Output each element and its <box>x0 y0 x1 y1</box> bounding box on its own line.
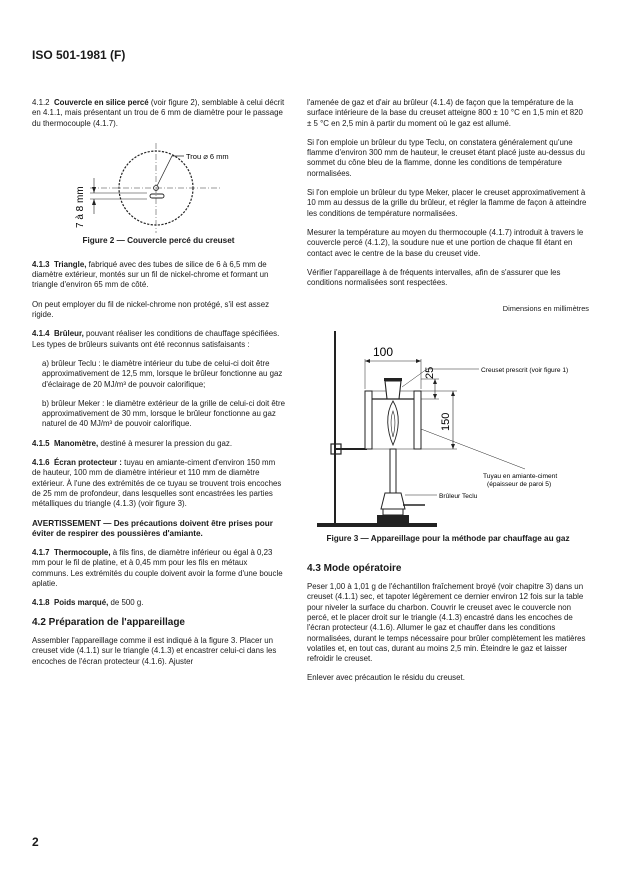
label-burner: Brûleur Teclu <box>439 492 478 500</box>
figure-2-caption: Figure 2 — Couvercle percé du creuset <box>82 236 235 246</box>
dimension-100: 100 <box>373 344 394 359</box>
section-4-1-7: 4.1.7 Thermocouple, à fils fins, de diamètre inférieur ou égal à 0,23 mm pour le fil de platine, et à 0,45 mm pour les fils en métaux communs. Les extrémités du couple doivent avoir la forme d'une boucle aplatie. <box>32 548 283 589</box>
section-4-3-heading: 4.3 Mode opératoire <box>307 562 402 574</box>
slot-shape <box>150 194 164 198</box>
section-4-2-heading: 4.2 Préparation de l'appareillage <box>32 616 185 628</box>
section-4-1-4-item-a: a) brûleur Teclu : le diamètre intérieur du tube de celui-ci doit être approximativement de 12,5 mm, lorsque le brûleur fonctionne au gaz d'éclairage de 20 MJ/m³ de pouvoir calorifique; <box>42 358 283 389</box>
dimension-150: 150 <box>440 412 452 431</box>
dimension-25: 25 <box>424 366 436 379</box>
label-shield-pipe: Tuyau en amiante-ciment <box>483 472 558 480</box>
hole-label: Trou ⌀ 6 mm <box>186 151 229 161</box>
asbestos-warning: AVERTISSEMENT — Des précautions doivent être prises pour éviter de respirer des poussières d'amiante. <box>32 518 273 538</box>
burner-base <box>377 515 409 523</box>
stand-base <box>317 523 437 527</box>
section-4-1-3-note: On peut employer du fil de nickel-chrome non protégé, s'il est assez rigide. <box>32 299 270 320</box>
burner-tube <box>390 449 396 493</box>
label-crucible: Creuset prescrit (voir figure 1) <box>481 366 569 374</box>
figure-3-caption: Figure 3 — Appareillage pour la méthode par chauffage au gaz <box>326 533 570 543</box>
section-4-3-text-2: Enlever avec précaution le résidu du creuset. <box>307 673 465 683</box>
paragraph-teclu: Si l'on emploie un brûleur du type Teclu, on constatera généralement qu'une flamme d'environ 300 mm de hauteur, le creuset étant placé juste au-dessus du sommet du cône bleu de la flamme, donne les conditions de température normalisées. <box>307 137 585 178</box>
apparatus-drawing <box>307 319 589 534</box>
section-4-1-3: 4.1.3 Triangle, fabriqué avec des tubes de silice de 6 à 6,5 mm de diamètre extérieur, montés sur un fil de nickel-chrome et formant un triangle d'environ 65 mm de côté. <box>32 259 269 290</box>
shield-wall-right <box>414 391 421 449</box>
figure-2 <box>32 138 285 246</box>
left-column <box>32 98 285 676</box>
label-shield-thickness: (épaisseur de paroi 5) <box>487 480 552 488</box>
section-4-1-5: 4.1.5 Manomètre, destiné à mesurer la pression du gaz. <box>32 438 233 448</box>
pierced-lid-drawing <box>32 138 285 233</box>
right-column <box>307 98 589 693</box>
section-4-1-8: 4.1.8 Poids marqué, de 500 g. <box>32 598 144 608</box>
crucible <box>385 381 401 399</box>
section-4-1-6: 4.1.6 Écran protecteur : tuyau en amiante-ciment d'environ 150 mm de hauteur, 100 mm de diamètre intérieur et 110 mm de diamètre extérieur. À l'une des extrémités de ce tuyau se trouvent trois encoches de 25 mm de profondeur, dans lesquelles sont encastrées les parties métalliques du triangle (4.1.3) (voir figure 3). <box>32 458 282 509</box>
burner-body <box>381 493 405 509</box>
dimension-label: 7 à 8 mm <box>75 186 86 228</box>
paragraph-measure-temperature: Mesurer la température au moyen du thermocouple (4.1.7) introduit à travers le couvercle percé (4.1.2), la soudure nue et une portion de chaque fil étant en contact avec le centre de la base du creuset vide. <box>307 227 584 258</box>
section-4-3-text: Peser 1,00 à 1,01 g de l'échantillon fraîchement broyé (voir chapitre 3) dans un creuset (4.1.1) sec, et tapoter légèrement ce dernier environ 12 fois sur la table pour niveler la surface du charbon. Couvrir le creuset avec le couvercle non percé, et le placer droit sur le triangle (4.1.3) encastré dans les encoches de l'écran protecteur (4.1.6). Allumer le gaz et chauffer dans les conditions normalisées, durant le temps nécessaire pour brûler complètement les matières volatiles et, en tout cas, durant au moins 2,5 min. Éteindre le gaz et laisser refroidir le creuset. <box>307 582 586 664</box>
paragraph-verify: Vérifier l'appareillage à de fréquents intervalles, afin de s'assurer que les conditions normalisées sont respectées. <box>307 267 561 288</box>
section-4-1-4: 4.1.4 Brûleur, pouvant réaliser les conditions de chauffage spécifiées. Les types de brûleurs suivants ont été reconnus satisfaisants : <box>32 329 280 349</box>
paragraph-gas-supply: l'amenée de gaz et d'air au brûleur (4.1.4) de façon que la température de la surface intérieure de la base du creuset atteigne 800 ± 10 °C en 1,5 min et 820 ± 5 °C en 2,5 min à partir du moment où le gaz est allumé. <box>307 98 583 128</box>
hole-leader-line <box>157 156 184 186</box>
page-header: ISO 501-1981 (F) <box>32 48 126 62</box>
paragraph-meker: Si l'on emploie un brûleur du type Meker, placer le creuset approximativement à 10 mm au dessus de la grille du brûleur, et régler la flamme de façon à atteindre les conditions de température normalisées. <box>307 188 587 218</box>
shield-wall-left <box>365 391 372 449</box>
figure-3 <box>307 319 589 534</box>
section-4-2-text: Assembler l'appareillage comme il est indiqué à la figure 3. Placer un creuset vide (4.1.1) sur le triangle (4.1.3) et encastrer celui-ci dans les encoches de l'écran protecteur (4.1.6). Ajuster <box>32 635 277 666</box>
page-number: 2 <box>32 835 39 849</box>
flame <box>388 401 399 445</box>
section-4-1-4-item-b: b) brûleur Meker : le diamètre extérieur de la grille de celui-ci doit être approximativement de 30 mm, lorsque le brûleur fonctionne au gaz naturel de 40 MJ/m³ de pouvoir calorifique. <box>42 398 285 429</box>
section-4-1-2: 4.1.2 Couvercle en silice percé (voir figure 2), semblable à celui décrit en 4.1.1, mais présentant un trou de 6 mm de diamètre pour le passage du thermocouple (4.1.7). <box>32 98 285 128</box>
dimensions-note: Dimensions en millimètres <box>502 304 589 314</box>
